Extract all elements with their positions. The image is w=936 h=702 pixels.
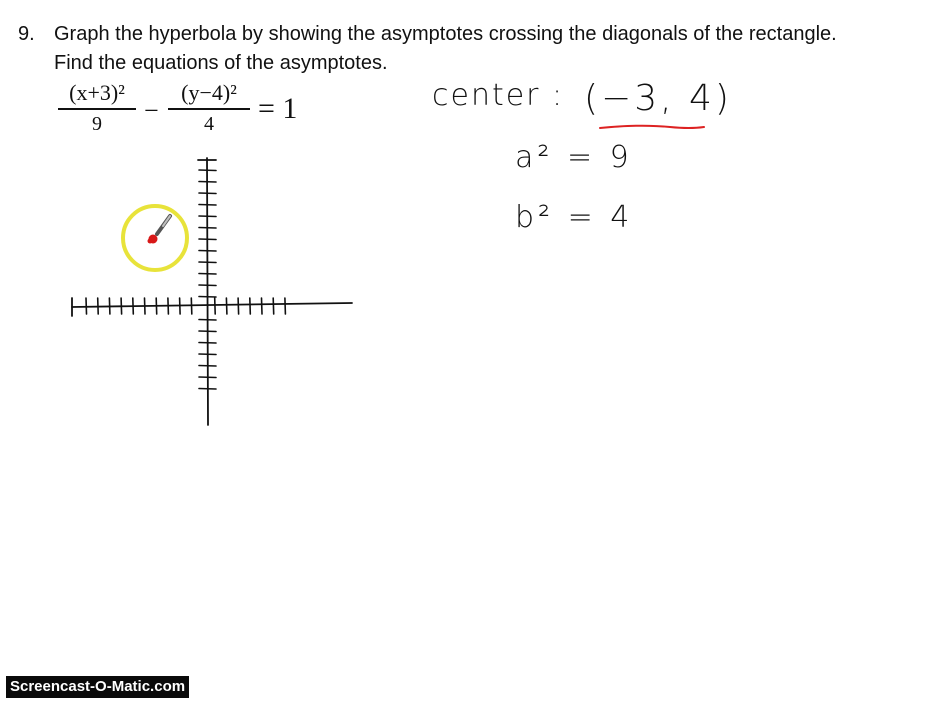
equation-rhs: = 1 <box>258 92 298 125</box>
x-tick <box>168 298 169 314</box>
x-tick <box>250 298 251 314</box>
y-tick <box>199 297 216 298</box>
x-tick <box>285 298 286 314</box>
x-tick <box>156 298 157 314</box>
center-value: (−3, 4) <box>584 78 732 119</box>
x-tick <box>145 298 146 314</box>
minus-sign: − <box>144 96 159 125</box>
y-tick <box>199 182 216 183</box>
y-tick <box>199 170 216 171</box>
y-tick <box>199 216 216 217</box>
x-tick <box>98 298 99 314</box>
y-tick <box>199 205 216 206</box>
y-tick <box>199 377 216 378</box>
y-tick <box>199 239 216 240</box>
x-tick <box>262 298 263 314</box>
problem-number: 9. <box>18 23 35 45</box>
x-tick <box>86 298 87 314</box>
center-label: center : <box>432 78 565 113</box>
center-underline <box>600 126 704 128</box>
problem-text-line-2: Find the equations of the asymptotes. <box>54 52 388 74</box>
coordinate-axes <box>72 158 352 425</box>
paintbrush-icon <box>148 216 171 244</box>
y-tick <box>199 274 216 275</box>
x-tick <box>215 298 216 314</box>
y-tick <box>199 331 216 332</box>
cursor-highlight <box>123 206 187 270</box>
x-tick <box>109 298 110 314</box>
x-tick <box>191 298 192 314</box>
x-tick <box>180 298 181 314</box>
x-tick <box>133 298 134 314</box>
y-axis <box>207 158 208 425</box>
y-tick <box>199 366 216 367</box>
y-tick <box>199 228 216 229</box>
y-tick <box>199 262 216 263</box>
y-fraction-numerator: (y−4)² <box>181 80 237 105</box>
y-tick <box>199 285 216 286</box>
y-tick <box>199 251 216 252</box>
x-tick <box>238 298 239 314</box>
problem-text-line-1: Graph the hyperbola by showing the asymptotes crossing the diagonals of the rectangle. <box>54 23 837 45</box>
y-tick <box>199 193 216 194</box>
y-fraction-denominator: 4 <box>204 112 214 135</box>
x-axis <box>72 303 352 307</box>
x-tick <box>226 298 227 314</box>
x-fraction-numerator: (x+3)² <box>69 80 125 105</box>
x-fraction-denominator: 9 <box>92 112 102 135</box>
b-squared-note: b² = 4 <box>515 200 634 235</box>
y-tick <box>199 343 216 344</box>
watermark-banner: Screencast-O-Matic.com <box>6 676 189 698</box>
x-tick <box>273 298 274 314</box>
y-tick <box>199 320 216 321</box>
a-squared-note: a² = 9 <box>515 140 633 175</box>
y-tick <box>199 354 216 355</box>
x-tick <box>121 298 122 314</box>
y-tick <box>199 389 216 390</box>
